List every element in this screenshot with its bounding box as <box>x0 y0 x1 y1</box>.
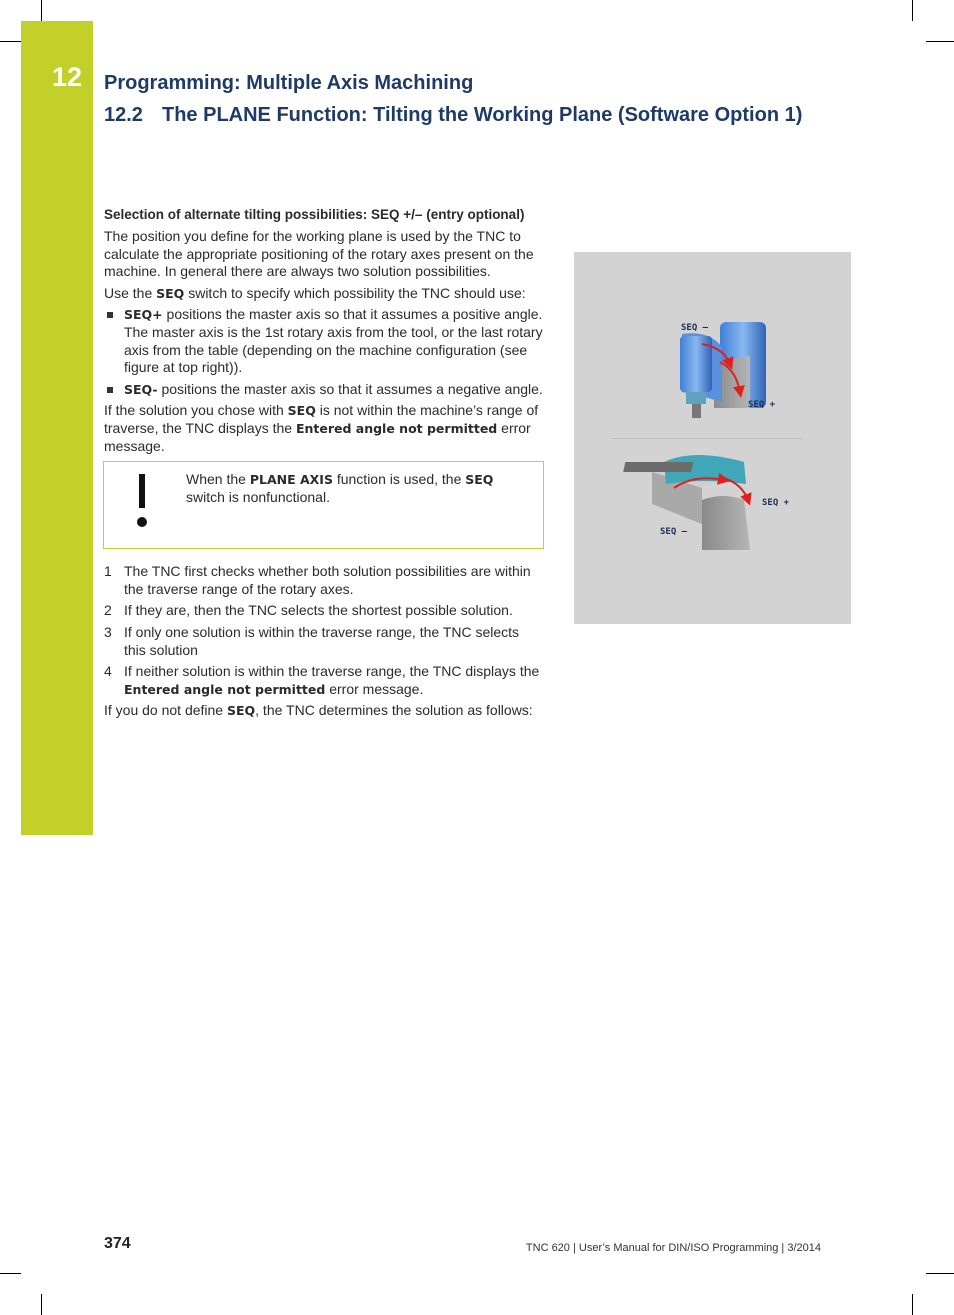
page-number: 374 <box>104 1235 131 1252</box>
label-top-seq-plus: SEQ + <box>748 400 776 410</box>
seq-illustration <box>574 252 851 624</box>
note-text: When the PLANE AXIS function is used, the SEQ switch is nonfunctional. <box>186 471 494 505</box>
figure-divider <box>612 438 803 439</box>
footer-text: TNC 620 | User’s Manual for DIN/ISO Programming | 3/2014 <box>525 1242 821 1254</box>
label-bottom-seq-plus: SEQ + <box>762 498 790 508</box>
list-item: SEQ- positions the master axis so that it assumes a negative angle. <box>104 381 544 399</box>
crop-mark <box>41 1294 42 1315</box>
label-top-seq-minus: SEQ – <box>681 323 709 333</box>
keyword-seq: SEQ <box>156 285 185 301</box>
section-number: 12.2 <box>104 104 143 126</box>
paragraph-traverse: If the solution you chose with SEQ is not within the machine’s range of traverse, the TNC displays the Entered angle not permitted error message. <box>104 402 539 454</box>
keyword-seq-minus: SEQ- <box>124 381 158 397</box>
chapter-side-bar <box>21 21 93 835</box>
machine-diagram <box>574 252 851 624</box>
list-item: 2 If they are, then the TNC selects the shortest possible solution. <box>104 602 513 619</box>
crop-mark <box>926 1273 954 1274</box>
paragraph-intro: The position you define for the working plane is used by the TNC to calculate the appropriate positioning of the rotary axes present on the machine. In general there are always two solution possibilities. <box>104 228 534 280</box>
keyword-seq-plus: SEQ+ <box>124 307 163 323</box>
crop-mark <box>0 41 21 42</box>
exclamation-icon <box>137 474 147 530</box>
main-content <box>104 206 544 724</box>
crop-mark <box>41 0 42 21</box>
list-item: 4 If neither solution is within the traverse range, the TNC displays the Entered angle not permitted error message. <box>104 663 540 697</box>
crop-mark <box>926 41 954 42</box>
paragraph-seq-usage: Use the SEQ switch to specify which possibility the TNC should use: <box>104 284 526 301</box>
list-item: SEQ+ positions the master axis so that it assumes a positive angle. The master axis is the 1st rotary axis from the tool, or the last rotary axis from the table (depending on the machine configuration (see figure at top right)). <box>104 306 544 376</box>
subheading: Selection of alternate tilting possibilities: SEQ +/– (entry optional) <box>104 207 525 222</box>
list-item: 1 The TNC first checks whether both solution possibilities are within the traverse range of the rotary axes. <box>104 563 531 597</box>
section-title-text: The PLANE Function: Tilting the Working Plane (Software Option 1) <box>162 104 803 126</box>
note-box <box>103 461 544 549</box>
label-bottom-seq-minus: SEQ – <box>660 527 688 537</box>
chapter-number: 12 <box>52 62 83 92</box>
crop-mark <box>0 1273 21 1274</box>
crop-mark <box>912 0 913 21</box>
chapter-title: Programming: Multiple Axis Machining <box>104 72 474 94</box>
section-title <box>104 104 802 127</box>
list-item: 3 If only one solution is within the traverse range, the TNC selects this solution <box>104 623 520 658</box>
bullet-square-icon <box>107 312 113 318</box>
paragraph-default: If you do not define SEQ, the TNC determines the solution as follows: <box>104 702 533 719</box>
bullet-square-icon <box>107 387 113 393</box>
crop-mark <box>912 1294 913 1315</box>
